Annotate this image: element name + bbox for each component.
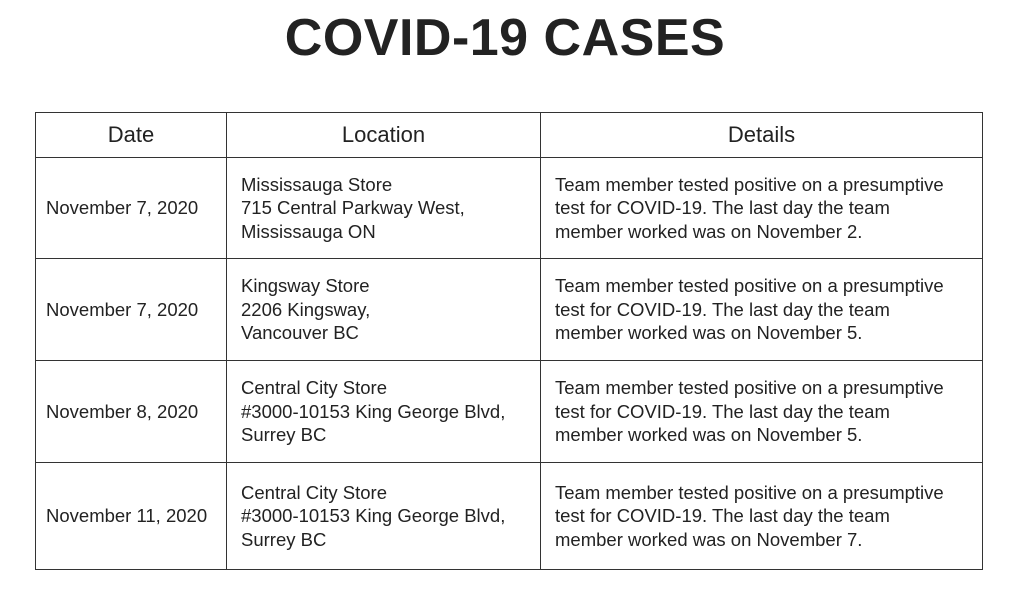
location-address: #3000-10153 King George Blvd, (241, 400, 506, 422)
date-text: November 7, 2020 (46, 197, 199, 219)
location-cell (227, 259, 541, 361)
details-cell (541, 158, 983, 259)
details-cell (541, 463, 983, 570)
details-line: test for COVID-19. The last day the team (555, 505, 890, 527)
details-line: member worked was on November 5. (555, 424, 863, 446)
details-line: test for COVID-19. The last day the team (555, 298, 890, 320)
location-cell (227, 158, 541, 259)
date-cell (36, 463, 227, 570)
location-city: Surrey BC (241, 528, 327, 550)
details-line: test for COVID-19. The last day the team (555, 197, 890, 219)
table-row (36, 361, 983, 463)
location-city: Surrey BC (241, 424, 327, 446)
table-row (36, 259, 983, 361)
details-line: member worked was on November 7. (555, 528, 863, 550)
table-row (36, 463, 983, 570)
column-header-date: Date (36, 113, 227, 158)
location-address: #3000-10153 King George Blvd, (241, 505, 506, 527)
location-address: 2206 Kingsway, (241, 298, 371, 320)
details-cell (541, 361, 983, 463)
details-cell (541, 259, 983, 361)
table-header-row (36, 113, 983, 158)
details-line: Team member tested positive on a presumptive (555, 275, 944, 297)
date-cell (36, 158, 227, 259)
details-line: test for COVID-19. The last day the team (555, 400, 890, 422)
location-store: Kingsway Store (241, 275, 370, 297)
location-store: Central City Store (241, 377, 387, 399)
details-line: member worked was on November 5. (555, 322, 863, 344)
details-line: Team member tested positive on a presumptive (555, 481, 944, 503)
column-header-location: Location (227, 113, 541, 158)
details-line: Team member tested positive on a presumptive (555, 377, 944, 399)
date-text: November 7, 2020 (46, 298, 199, 320)
location-store: Mississauga Store (241, 173, 393, 195)
date-cell (36, 259, 227, 361)
location-cell (227, 463, 541, 570)
table-row (36, 158, 983, 259)
location-store: Central City Store (241, 481, 387, 503)
page-title: COVID-19 CASES (284, 9, 726, 67)
location-address: 715 Central Parkway West, (241, 197, 465, 219)
column-header-details: Details (541, 113, 983, 158)
details-line: Team member tested positive on a presumptive (555, 173, 944, 195)
date-cell (36, 361, 227, 463)
date-text: November 11, 2020 (46, 505, 208, 527)
location-city: Mississauga ON (241, 220, 376, 242)
details-line: member worked was on November 2. (555, 220, 863, 242)
location-cell (227, 361, 541, 463)
cases-table (35, 112, 983, 570)
location-city: Vancouver BC (241, 322, 359, 344)
date-text: November 8, 2020 (46, 400, 199, 422)
